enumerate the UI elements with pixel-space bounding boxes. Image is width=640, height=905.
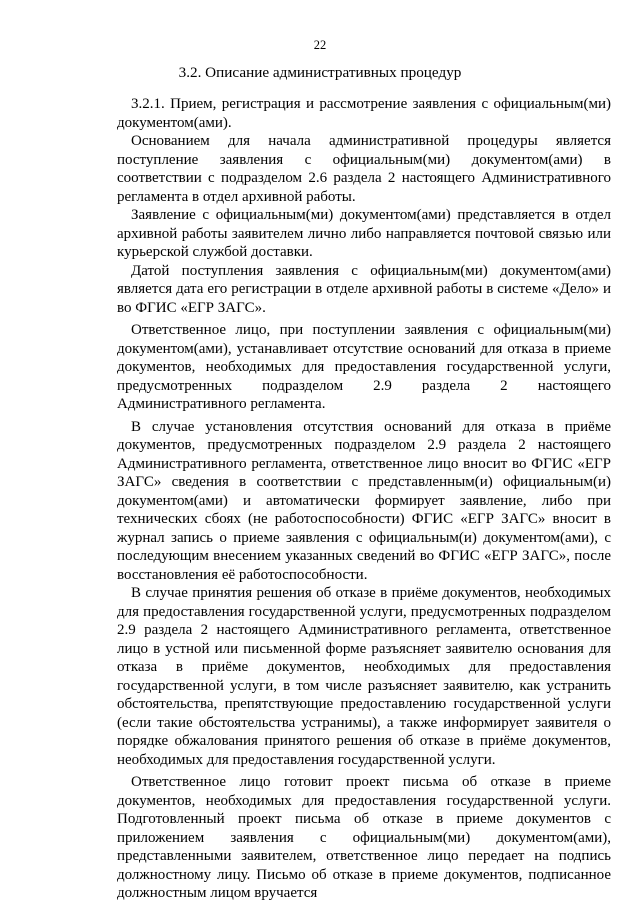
paragraph-no-grounds: В случае установления отсутствия оснований для отказа в приёме документов, предусмотренных подразделом 2.9 раздела 2 настоящего Административного регламента, ответственное лицо вносит во ФГИС «ЕГР ЗАГС» сведения в соответствии с представленным(и) официальным(и) документом(ами) и автоматически формирует заявление, либо при технических сбоях (не работоспособности) ФГИС «ЕГР ЗАГС» вносит в журнал запись о приеме заявления с официальным(и) документом(ами), с последующим внесением указанных сведений во ФГИС «ЕГР ЗАГС», после восстановления её работоспособности. [117, 418, 611, 583]
paragraph-receipt-date: Датой поступления заявления с официальным(ми) документом(ами) является дата его регистрации в отделе архивной работы в системе «Дело» и во ФГИС «ЕГР ЗАГС». [117, 262, 611, 316]
section-title: 3.2. Описание административных процедур [178, 64, 462, 81]
paragraph-refusal-decision: В случае принятия решения об отказе в приёме документов, необходимых для предоставления государственной услуги, предусмотренных подразделом 2.9 раздела 2 настоящего Административного регламента, ответственное лицо в устной или письменной форме разъясняет заявителю основания для отказа в приёме документов, необходимых для предоставления государственной услуги, в том числе разъясняет заявителю, как устранить обстоятельства, препятствующие предоставлению государственной услуги (если такие обстоятельства устранимы), а также информирует заявителя о порядке обжалования принятого решения об отказе в приёме документов, необходимых для предоставления государственной услуги. [117, 585, 611, 768]
paragraph-submission: Заявление с официальным(ми) документом(ами) представляется в отдел архивной работы заявителем лично либо направляется почтовой связью или курьерской службой доставки. [117, 207, 611, 260]
paragraph-3-2-1: 3.2.1. Прием, регистрация и рассмотрение заявления с официальным(ми) документом(ами). [117, 96, 611, 131]
paragraph-refusal-letter: Ответственное лицо готовит проект письма об отказе в приеме документов, необходимых для предоставления государственной услуги. Подготовленный проект письма об отказе в приеме документов с приложением заявления с официальным(ми) документом(ами), представленными заявителем, ответственное лицо передает на подпись должностному лицу. Письмо об отказе в приеме документов, подписанное должностным лицом вручается [117, 774, 611, 901]
paragraph-grounds: Основанием для начала административной процедуры является поступление заявления с официальным(ми) документом(ами) в соответствии с подразделом 2.6 раздела 2 настоящего Административного регламента в отдел архивной работы. [117, 133, 611, 205]
page-number: 22 [313, 38, 327, 52]
paragraph-responsible-person: Ответственное лицо, при поступлении заявления с официальным(ми) документом(ами), устанавливает отсутствие оснований для отказа в приеме документов, необходимых для предоставления государственной услуги, предусмотренных подразделом 2.9 раздела 2 настоящего Административного регламента. [117, 322, 611, 412]
body-text [117, 95, 611, 903]
